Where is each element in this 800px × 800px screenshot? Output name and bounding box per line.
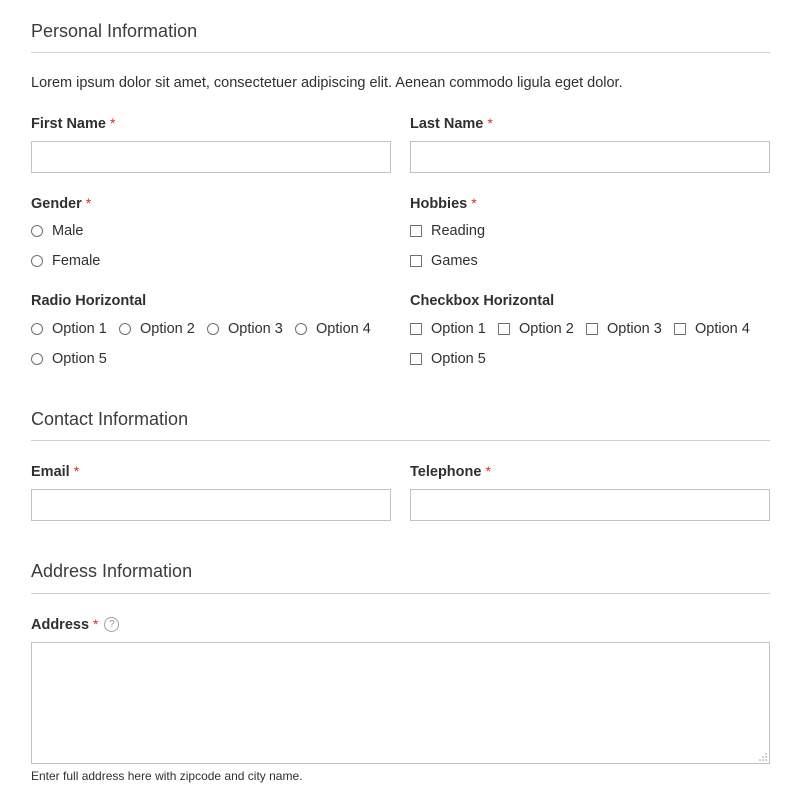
section-title-address: Address Information [31,561,193,581]
section-title-personal: Personal Information [31,21,198,41]
required-asterisk: * [73,463,80,479]
option-label: Option 1 [52,321,107,337]
hobby-option-reading[interactable] [410,221,485,241]
radio-button[interactable] [31,353,43,365]
email-label [31,463,79,480]
address-help-note: Enter full address here with zipcode and city name. [31,769,303,783]
gender-option-male[interactable] [31,221,83,241]
resize-handle-icon[interactable] [758,752,767,761]
option-label: Male [52,223,84,239]
required-asterisk: * [487,115,493,131]
checkbox-horizontal-option-3[interactable] [586,319,662,339]
checkbox[interactable] [410,323,422,335]
section-divider [31,593,770,594]
radio-horizontal-option-5[interactable] [31,349,107,369]
option-label: Option 5 [52,351,107,367]
radio-horizontal-option-1[interactable] [31,319,107,339]
section-divider [31,52,770,53]
telephone-label [410,463,491,480]
required-asterisk: * [93,616,99,632]
checkbox-horizontal-option-5[interactable] [410,349,486,369]
radio-button[interactable] [119,323,131,335]
radio-button[interactable] [31,225,43,237]
option-label: Option 2 [519,321,574,337]
checkbox[interactable] [410,353,422,365]
option-label: Option 1 [431,321,486,337]
checkbox[interactable] [586,323,598,335]
checkbox-horizontal-option-2[interactable] [498,319,574,339]
option-label: Reading [431,223,486,239]
checkbox[interactable] [410,225,422,237]
option-label: Option 4 [695,321,750,337]
first-name-label-text: First Name [31,116,106,132]
last-name-label [410,115,493,132]
required-asterisk: * [485,463,491,479]
last-name-label-text: Last Name [410,116,484,132]
option-label: Female [52,253,101,269]
intro-text: Lorem ipsum dolor sit amet, consectetuer adipiscing elit. Aenean commodo ligula eget dolor. [31,75,623,91]
address-label [31,616,119,633]
hobbies-label [410,195,477,212]
last-name-input[interactable] [410,141,770,173]
option-label: Games [431,253,478,269]
radio-button[interactable] [207,323,219,335]
checkbox[interactable] [410,255,422,267]
radio-button[interactable] [295,323,307,335]
required-asterisk: * [109,115,116,131]
option-label: Option 4 [316,321,371,337]
telephone-input[interactable] [410,489,770,521]
first-name-input[interactable] [31,141,391,173]
first-name-label [31,115,115,132]
address-textarea[interactable] [31,642,770,764]
checkbox-horizontal-label: Checkbox Horizontal [410,293,555,309]
hobbies-label-text: Hobbies [410,196,468,212]
checkbox[interactable] [674,323,686,335]
checkbox-horizontal-option-4[interactable] [674,319,750,339]
radio-button[interactable] [31,323,43,335]
question-mark-icon[interactable]: ? [104,617,119,632]
gender-option-female[interactable] [31,251,100,271]
email-input[interactable] [31,489,391,521]
checkbox[interactable] [498,323,510,335]
address-label-text: Address [31,617,90,633]
required-asterisk: * [471,195,477,211]
radio-horizontal-option-4[interactable] [295,319,371,339]
required-asterisk: * [85,195,92,211]
radio-horizontal-option-3[interactable] [207,319,283,339]
option-label: Option 2 [140,321,195,337]
section-title-contact: Contact Information [31,409,189,429]
gender-label-text: Gender [31,196,82,212]
telephone-label-text: Telephone [410,464,482,480]
section-divider [31,440,770,441]
radio-horizontal-label: Radio Horizontal [31,293,147,309]
gender-label [31,195,91,212]
option-label: Option 3 [607,321,662,337]
option-label: Option 3 [228,321,283,337]
option-label: Option 5 [431,351,486,367]
radio-button[interactable] [31,255,43,267]
email-label-text: Email [31,464,70,480]
radio-horizontal-option-2[interactable] [119,319,195,339]
hobby-option-games[interactable] [410,251,478,271]
checkbox-horizontal-option-1[interactable] [410,319,486,339]
